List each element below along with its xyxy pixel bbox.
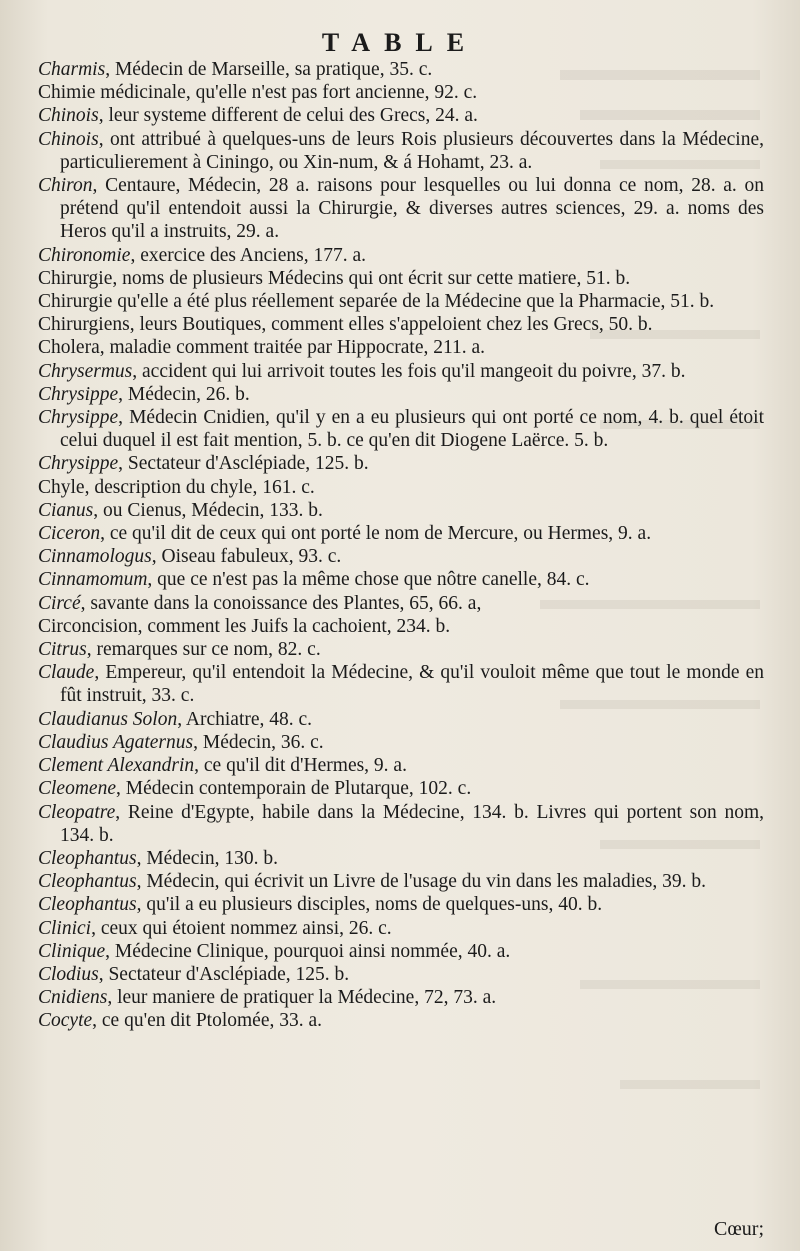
index-entry (38, 592, 764, 615)
entry-headword: Cnidiens (38, 987, 108, 1009)
index-entry (38, 476, 764, 499)
entry-text: , ceux qui étoient nommez ainsi, 26. c. (91, 917, 392, 939)
entry-headword: Clodius (38, 963, 99, 985)
entry-headword: Clement Alexandrin (38, 755, 195, 777)
entry-headword: Chrysermus (38, 360, 133, 382)
entry-text: , Oiseau fabuleux, 93. c. (151, 546, 342, 568)
entry-text: Chirurgie qu'elle a été plus réellement separée de la Médecine que la Pharmacie, 51. b. (38, 291, 715, 313)
index-entries (38, 58, 764, 1033)
entry-headword: Clinici (38, 917, 92, 939)
entry-text: Circoncision, comment les Juifs la cachoient, 234. b. (38, 615, 451, 637)
index-entry (38, 754, 764, 777)
entry-text: Cholera, maladie comment traitée par Hippocrate, 211. a. (38, 337, 486, 359)
index-entry (38, 708, 764, 731)
entry-text: , leur systeme different de celui des Grecs, 24. a. (98, 105, 478, 127)
entry-headword: Chironomie (38, 244, 131, 266)
entry-text: , ont attribué à quelques-uns de leurs Rois plusieurs découvertes dans la Médecine, particulierement à Ciningo, ou Xin-num, & á Hohamt, 23. a. (60, 128, 764, 173)
index-entry (38, 917, 764, 940)
entry-headword: Circé (38, 592, 81, 614)
entry-text: , accident qui lui arrivoit toutes les fois qu'il mangeoit du poivre, 37. b. (132, 360, 686, 382)
index-entry (38, 452, 764, 475)
entry-text: Chyle, description du chyle, 161. c. (38, 476, 315, 498)
entry-text: , Médecin, qui écrivit un Livre de l'usage du vin dans les maladies, 39. b. (136, 871, 707, 893)
entry-headword: Cleophantus (38, 847, 137, 869)
entry-headword: Ciceron (38, 523, 101, 545)
index-entry (38, 1009, 764, 1032)
entry-text: , Médecin de Marseille, sa pratique, 35. c. (105, 59, 433, 80)
index-entry (38, 290, 764, 313)
entry-headword: Chinois (38, 105, 99, 127)
entry-headword: Claude (38, 662, 95, 684)
index-entry (38, 128, 764, 174)
entry-text: , savante dans la conoissance des Plantes, 65, 66. a, (80, 592, 482, 614)
index-entry (38, 638, 764, 661)
entry-headword: Citrus (38, 639, 87, 661)
entry-text: Chimie médicinale, qu'elle n'est pas fort ancienne, 92. c. (38, 82, 478, 104)
index-entry (38, 986, 764, 1009)
entry-text: , ce qu'il dit de ceux qui ont porté le nom de Mercure, ou Hermes, 9. a. (100, 523, 652, 545)
entry-text: Chirurgie, noms de plusieurs Médecins qui ont écrit sur cette matiere, 51. b. (38, 267, 631, 289)
entry-headword: Cleophantus (38, 894, 137, 916)
entry-text: , Sectateur d'Asclépiade, 125. b. (118, 453, 369, 475)
entry-headword: Cleopatre (38, 801, 116, 823)
index-entry (38, 174, 764, 244)
entry-headword: Cianus (38, 499, 94, 521)
index-entry (38, 383, 764, 406)
entry-headword: Chiron (38, 175, 93, 197)
entry-headword: Chrysippe (38, 383, 119, 405)
entry-text: , Sectateur d'Asclépiade, 125. b. (98, 963, 350, 985)
entry-text: , remarques sur ce nom, 82. c. (86, 639, 321, 661)
entry-headword: Cleophantus (38, 871, 137, 893)
entry-text: , Médecine Clinique, pourquoi ainsi nommée, 40. a. (105, 940, 511, 962)
index-entry (38, 406, 764, 452)
index-entry (38, 313, 764, 336)
entry-headword: Chrysippe (38, 407, 119, 429)
entry-headword: Cinnamomum (38, 569, 148, 591)
index-entry (38, 545, 764, 568)
index-entry (38, 58, 764, 81)
index-entry (38, 731, 764, 754)
index-entry (38, 940, 764, 963)
index-entry (38, 244, 764, 267)
entry-headword: Charmis (38, 59, 106, 80)
entry-text: , Archiatre, 48. c. (177, 708, 313, 730)
entry-text: , Médecin contemporain de Plutarque, 102. c. (115, 778, 472, 800)
catchword: Cœur; (714, 1218, 764, 1240)
index-entry (38, 360, 764, 383)
index-entry (38, 267, 764, 290)
index-entry (38, 104, 764, 127)
index-entry (38, 870, 764, 893)
entry-text: , Médecin Cnidien, qu'il y en a eu plusieurs qui ont porté ce nom, 4. b. quel étoit celui duquel il est fait mention, 5. b. ce qu'en dit Diogene Laërce. 5. b. (60, 407, 764, 452)
index-entry (38, 615, 764, 638)
entry-headword: Cinnamologus (38, 546, 152, 568)
entry-headword: Clinique (38, 940, 106, 962)
index-entry (38, 963, 764, 986)
index-entry (38, 499, 764, 522)
entry-text: Chirurgiens, leurs Boutiques, comment elles s'appeloient chez les Grecs, 50. b. (38, 314, 653, 336)
entry-text: , leur maniere de pratiquer la Médecine, 72, 73. a. (107, 987, 497, 1009)
index-entry (38, 777, 764, 800)
entry-text: , que ce n'est pas la même chose que nôtre canelle, 84. c. (147, 569, 590, 591)
entry-text: , Médecin, 26. b. (118, 383, 250, 405)
index-entry (38, 661, 764, 707)
entry-text: , Reine d'Egypte, habile dans la Médecine, 134. b. Livres qui portent son nom, 134. b. (60, 801, 764, 846)
page-title: TABLE (321, 28, 479, 57)
entry-text: , ce qu'il dit d'Hermes, 9. a. (194, 755, 407, 777)
index-entry (38, 336, 764, 359)
entry-headword: Cleomene (38, 778, 116, 800)
entry-text: , exercice des Anciens, 177. a. (130, 244, 366, 266)
index-entry (38, 81, 764, 104)
entry-text: , qu'il a eu plusieurs disciples, noms de quelques-uns, 40. b. (136, 894, 603, 916)
entry-headword: Chinois (38, 128, 99, 150)
entry-text: , ce qu'en dit Ptolomée, 33. a. (92, 1010, 323, 1032)
index-entry (38, 522, 764, 545)
entry-text: , Médecin, 36. c. (193, 731, 324, 753)
entry-text: , Centaure, Médecin, 28 a. raisons pour lesquelles ou lui donna ce nom, 28. a. on prétend qu'il entendoit aussi la Chirurgie, & diverses autres sciences, 29. a. noms des Heros qu'il a instruits, 29. a. (60, 175, 764, 243)
entry-headword: Claudianus Solon (38, 708, 178, 730)
entry-headword: Cocyte (38, 1010, 93, 1032)
entry-text: , Empereur, qu'il entendoit la Médecine, & qu'il vouloit même que tout le monde en fût instruit, 33. c. (60, 662, 764, 707)
entry-headword: Chrysippe (38, 453, 119, 475)
index-entry (38, 801, 764, 847)
entry-text: , ou Cienus, Médecin, 133. b. (93, 499, 323, 521)
index-entry (38, 568, 764, 591)
index-entry (38, 847, 764, 870)
entry-text: , Médecin, 130. b. (136, 847, 278, 869)
index-entry (38, 893, 764, 916)
entry-headword: Claudius Agaternus (38, 731, 194, 753)
